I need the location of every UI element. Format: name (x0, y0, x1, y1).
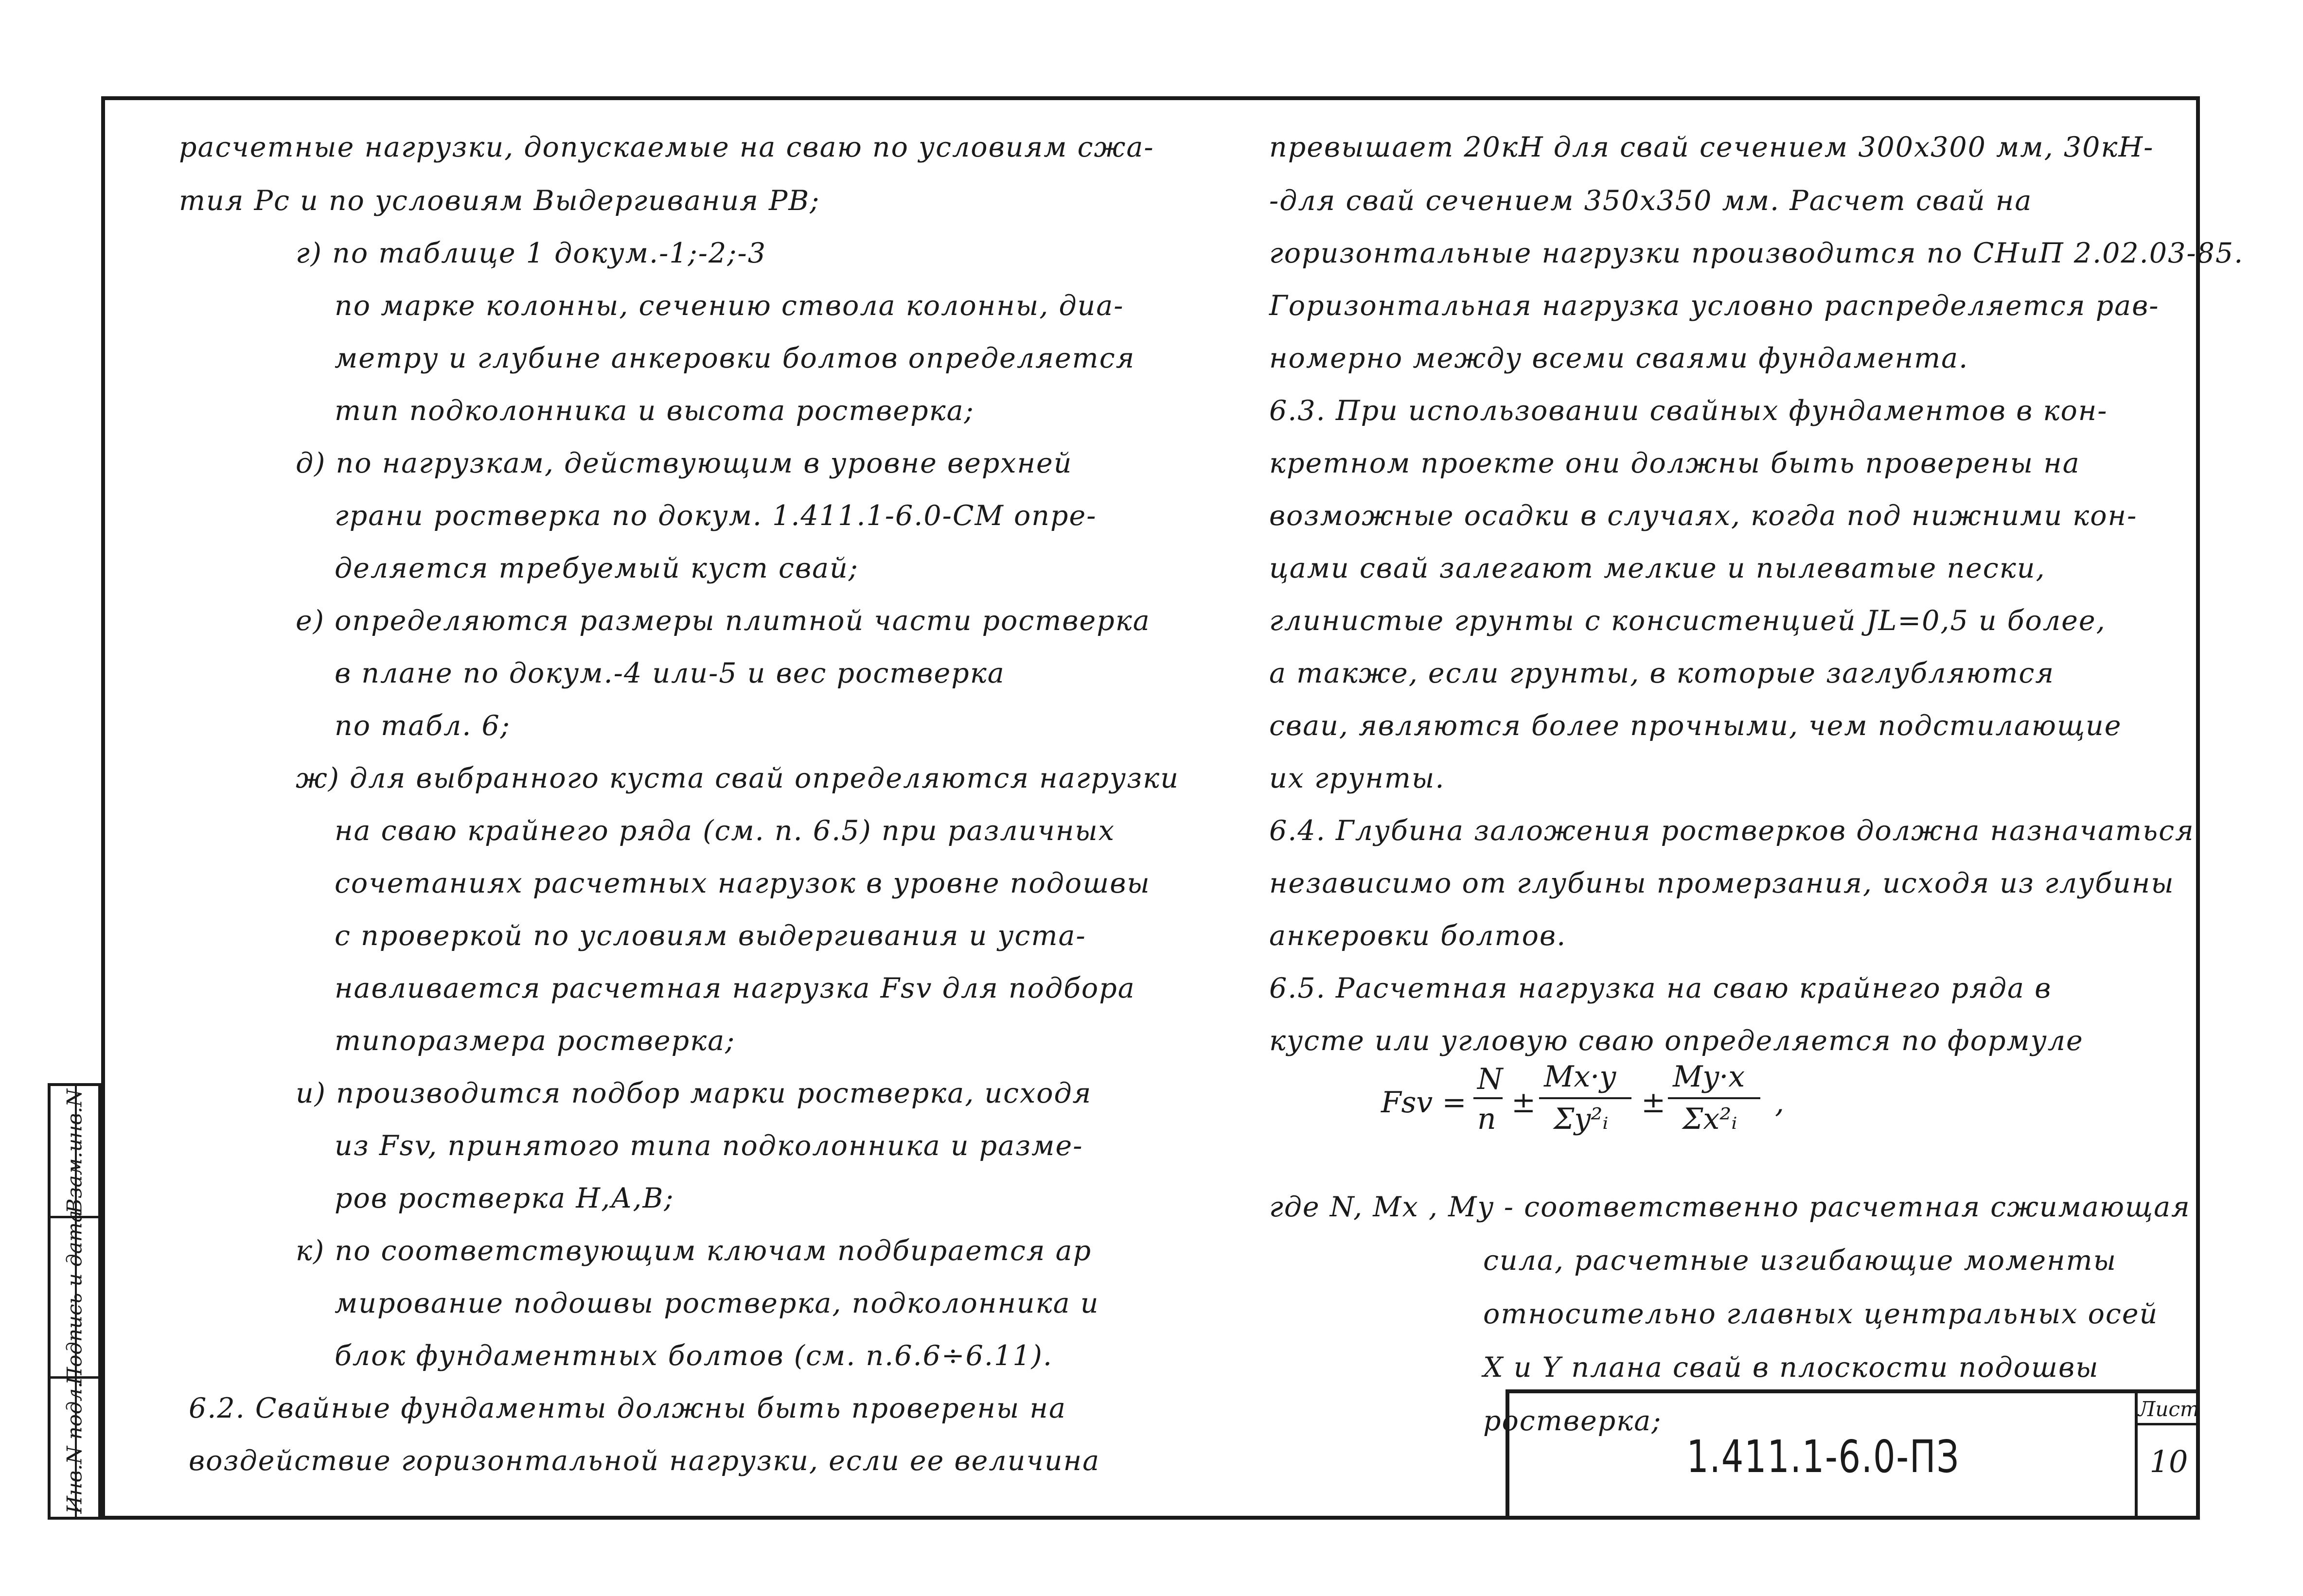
formula-term: Mx·y (1544, 1060, 1616, 1094)
stamp-cell-sign-date (51, 1210, 98, 1385)
formula-term: N (1477, 1062, 1503, 1096)
sheet-label: Лист (2138, 1393, 2200, 1425)
formula-term: , (1775, 1086, 1785, 1120)
text-line: навливается расчетная нагрузка Fsv для подбора (335, 972, 1135, 1004)
text-line: метру и глубине анкеровки болтов определяется (335, 342, 1135, 374)
text-line: сила, расчетные изгибающие моменты (1483, 1245, 2117, 1277)
stamp-cell-inv-orig (51, 1379, 98, 1517)
text-line: по марке колонны, сечению ствола колонны, диа- (335, 290, 1124, 322)
pile-load-formula (1381, 1057, 1819, 1145)
text-line: ров ростверка Н,А,В; (335, 1182, 674, 1214)
text-line: анкеровки болтов. (1269, 920, 1567, 952)
formula-term: My·x (1673, 1060, 1745, 1094)
sheet-number: 10 (2149, 1444, 2188, 1479)
text-line: д) по нагрузкам, действующим в уровне верхней (296, 447, 1073, 479)
text-line: е) определяются размеры плитной части ростверка (296, 605, 1151, 637)
sheet-number-cell (2135, 1393, 2200, 1520)
text-line: блок фундаментных болтов (см. п.6.6÷6.11). (335, 1340, 1053, 1372)
text-line: г) по таблице 1 докум.-1;-2;-3 (296, 237, 767, 269)
text-line: тия Pc и по условиям Выдергивания PB; (179, 185, 820, 217)
formula-term: Σy²ᵢ (1554, 1102, 1609, 1136)
stamp-label: Подпись и дата (62, 1210, 87, 1385)
text-line: грани ростверка по докум. 1.411.1-6.0-СМ опре- (335, 500, 1097, 532)
text-line: глинистые грунты с консистенцией JL=0,5 и более, (1269, 605, 2106, 637)
text-line: сочетаниях расчетных нагрузок в уровне подошвы (335, 867, 1151, 899)
text-line: их грунты. (1269, 762, 1445, 794)
text-line: сваи, являются более прочными, чем подстилающие (1269, 710, 2122, 742)
document-code: 1.411.1-6.0-ПЗ (1686, 1430, 1960, 1483)
text-line: где N, Mx , My - соответственно расчетная сжимающая (1269, 1191, 2191, 1223)
fraction-bar (1539, 1097, 1631, 1099)
formula-lhs: Fsv = (1381, 1086, 1467, 1120)
text-line: на сваю крайнего ряда (см. п. 6.5) при различных (335, 815, 1115, 847)
formula-term: n (1477, 1102, 1496, 1136)
text-line: независимо от глубины промерзания, исходя из глубины (1269, 867, 2175, 899)
text-line: номерно между всеми сваями фундамента. (1269, 342, 1969, 374)
text-line: в плане по докум.-4 или-5 и вес ростверка (335, 657, 1005, 689)
text-line: ж) для выбранного куста свай определяются нагрузки (296, 762, 1179, 794)
title-block (1506, 1389, 2200, 1520)
fraction-bar (1473, 1097, 1503, 1099)
text-line: из Fsv, принятого типа подколонника и разме- (335, 1130, 1083, 1162)
text-line: 6.3. При использовании свайных фундаментов в кон- (1269, 395, 2108, 427)
formula-term: Σx²ᵢ (1683, 1102, 1737, 1136)
text-line: и) производится подбор марки ростверка, исходя (296, 1077, 1092, 1109)
text-line: возможные осадки в случаях, когда под нижними кон- (1269, 500, 2138, 532)
formula-operator: ± (1511, 1086, 1536, 1120)
text-line: расчетные нагрузки, допускаемые на сваю по условиям сжа- (179, 131, 1154, 163)
stamp-cell-replace-inv (51, 1086, 98, 1218)
text-line: 6.4. Глубина заложения ростверков должна назначаться (1269, 815, 2195, 847)
text-line: кретном проекте они должны быть проверены на (1269, 447, 2080, 479)
fraction-bar (1668, 1097, 1760, 1099)
text-line: 6.2. Свайные фундаменты должны быть проверены на (189, 1392, 1066, 1424)
stamp-label: Взам.инв.N (62, 1088, 87, 1213)
approval-stamp (48, 1083, 101, 1520)
text-line: превышает 20кН для свай сечением 300х300 мм, 30кН- (1269, 131, 2154, 163)
text-line: к) по соответствующим ключам подбирается ар (296, 1235, 1092, 1267)
text-line: Горизонтальная нагрузка условно распределяется рав- (1269, 290, 2160, 322)
text-line: по табл. 6; (335, 710, 511, 742)
text-line: X и Y плана свай в плоскости подошвы (1483, 1351, 2099, 1384)
stamp-label: Инв.N подл. (62, 1382, 87, 1514)
text-line: мирование подошвы ростверка, подколонника и (335, 1287, 1099, 1319)
text-line: горизонтальные нагрузки производится по СНиП 2.02.03-85. (1269, 237, 2244, 269)
text-line: деляется требуемый куст свай; (335, 552, 859, 584)
text-line: относительно главных центральных осей (1483, 1298, 2159, 1330)
text-line: воздействие горизонтальной нагрузки, если ее величина (189, 1445, 1100, 1477)
text-line: ростверка; (1483, 1405, 1662, 1437)
text-line: кусте или угловую сваю определяется по формуле (1269, 1025, 2084, 1057)
text-line: -для свай сечением 350х350 мм. Расчет свай на (1269, 185, 2033, 217)
text-line: с проверкой по условиям выдергивания и уста- (335, 920, 1086, 952)
text-line: тип подколонника и высота ростверка; (335, 395, 974, 427)
text-line: цами свай залегают мелкие и пылеватые пески, (1269, 552, 2046, 584)
text-line: типоразмера ростверка; (335, 1025, 736, 1057)
formula-operator: ± (1641, 1086, 1666, 1120)
text-line: 6.5. Расчетная нагрузка на сваю крайнего ряда в (1269, 972, 2052, 1004)
text-line: а также, если грунты, в которые заглубляются (1269, 657, 2055, 689)
